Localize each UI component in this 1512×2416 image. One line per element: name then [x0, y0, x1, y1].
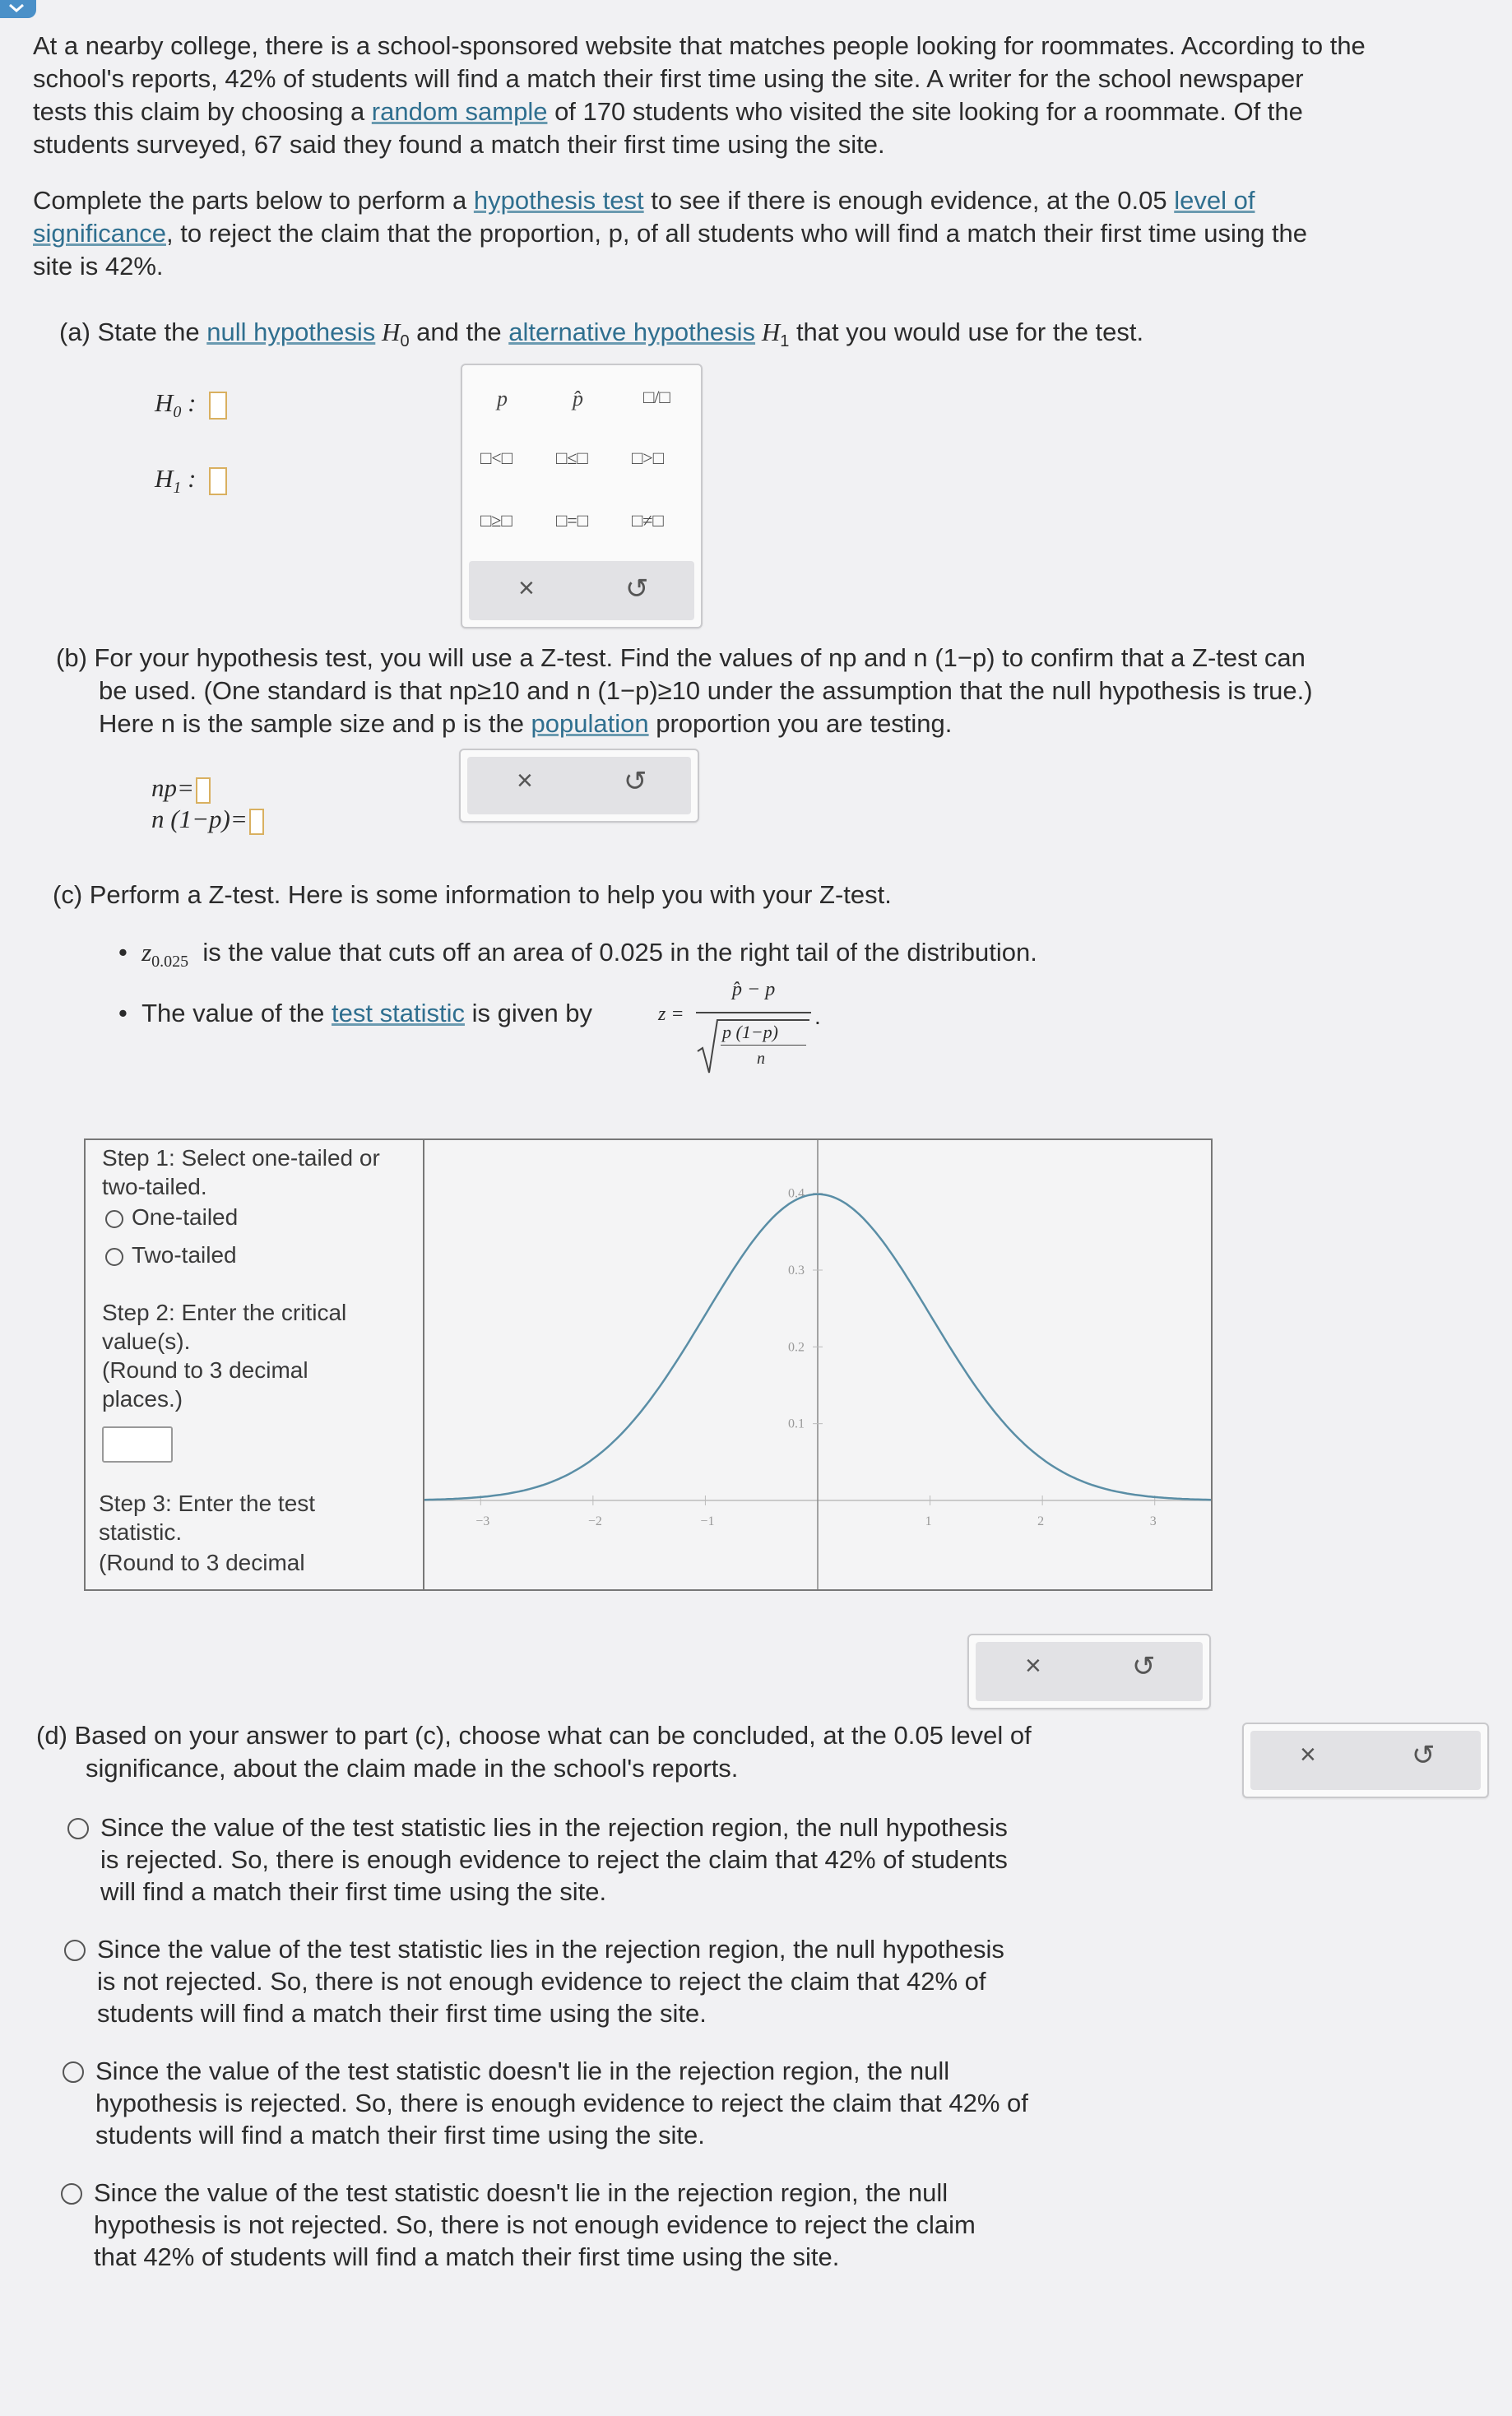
radio-icon[interactable]	[67, 1818, 89, 1839]
intro-line: students surveyed, 67 said they found a match their first time using the site.	[33, 130, 885, 159]
less-than-button[interactable]: □<□	[480, 447, 513, 468]
y-tick-label: 0.1	[788, 1417, 805, 1431]
np-row: np=	[151, 772, 211, 805]
h1-row: $H_1$ :	[155, 462, 227, 504]
intro-line: school's reports, 42% of students will find a match their first time using the site. A writer for the school newspaper	[33, 64, 1304, 93]
x-tick-label: 1	[925, 1514, 932, 1528]
h0-row: $H_0$ :	[155, 387, 227, 429]
level-of-significance-link-2[interactable]: significance	[33, 219, 166, 248]
step3-title: Step 3: Enter the test statistic.	[99, 1491, 316, 1545]
collapse-chevron-icon[interactable]	[0, 0, 36, 18]
n1p-input[interactable]	[249, 809, 264, 835]
steps-panel	[86, 1140, 424, 1589]
part-c-heading: (c) Perform a Z-test. Here is some information to help you with your Z-test.	[53, 880, 892, 909]
symbol-phat-button[interactable]: p̂	[573, 387, 583, 410]
clear-icon[interactable]: ×	[1025, 1650, 1041, 1681]
undo-icon[interactable]: ↺	[1132, 1651, 1156, 1682]
bullet-test-statistic: • The value of the test statistic is given by	[118, 999, 593, 1027]
n1p-row: n (1−p)=	[151, 803, 264, 836]
y-tick-label: 0.2	[788, 1340, 805, 1355]
radio-icon[interactable]	[64, 1940, 86, 1961]
intro-line: At a nearby college, there is a school-sponsored website that matches people looking for roommates. According to the	[33, 31, 1366, 60]
undo-icon[interactable]: ↺	[624, 766, 647, 797]
z-test-tool	[84, 1138, 1213, 1591]
critical-value-input[interactable]	[102, 1426, 173, 1463]
alternative-hypothesis-link[interactable]: alternative hypothesis	[508, 318, 756, 346]
greater-than-button[interactable]: □>□	[632, 447, 664, 468]
not-equal-button[interactable]: □≠□	[632, 510, 664, 531]
step2-title: Step 2: Enter the critical value(s).	[102, 1300, 347, 1354]
y-tick-label: 0.4	[788, 1186, 805, 1201]
h1-input[interactable]	[209, 467, 227, 495]
intro-paragraph	[33, 30, 1505, 161]
radio-icon[interactable]	[105, 1210, 123, 1228]
x-tick-label: −1	[700, 1514, 715, 1528]
null-hypothesis-link[interactable]: null hypothesis	[206, 318, 376, 346]
greater-equal-button[interactable]: □≥□	[480, 510, 513, 531]
step3-note: (Round to 3 decimal	[99, 1550, 305, 1575]
hypothesis-test-link[interactable]: hypothesis test	[473, 186, 644, 215]
undo-icon[interactable]: ↺	[625, 573, 649, 605]
task-paragraph: Complete the parts below to perform a hypothesis test to see if there is enough evidence, at the 0.05 level of significance, to reject the claim that the proportion, p, of all students who will find a match their first time using the site is 42%.	[33, 186, 1308, 281]
part-c-action-panel	[967, 1634, 1211, 1709]
bullet-critical: • $z_{0.025}$ is the value that cuts off an area of 0.025 in the right tail of the distribution.	[118, 938, 1037, 972]
conclusion-option[interactable]: Since the value of the test statistic lies in the rejection region, the null hypothesis is not rejected. So, there is not enough evidence to reject the claim that 42% of students will find a match their first time using the site.	[64, 1933, 1166, 2029]
np-input[interactable]	[196, 777, 211, 804]
clear-icon[interactable]: ×	[518, 573, 535, 604]
conclusion-option[interactable]: Since the value of the test statistic lies in the rejection region, the null hypothesis is rejected. So, there is enough evidence to reject the claim that 42% of students will find a match their first time using the site.	[67, 1811, 1170, 1908]
step1-title: Step 1: Select one-tailed or two-tailed.	[102, 1145, 380, 1199]
fraction-button[interactable]: □/□	[643, 387, 670, 407]
part-b-action-panel	[459, 749, 699, 823]
z-formula: z = p̂ − p p (1−p) n	[658, 979, 856, 1078]
one-tailed-option[interactable]: One-tailed	[105, 1203, 238, 1231]
part-d-action-panel	[1242, 1723, 1489, 1798]
y-tick-label: 0.3	[788, 1264, 805, 1278]
radio-icon[interactable]	[105, 1248, 123, 1266]
h0-input[interactable]	[209, 392, 227, 420]
part-a-prompt: (a) State the null hypothesis $H_0$ and the alternative hypothesis $H_1$ that you would use for the test.	[59, 318, 1144, 351]
two-tailed-option[interactable]: Two-tailed	[105, 1240, 237, 1269]
palette-action-bar	[469, 561, 694, 620]
symbol-palette	[461, 364, 703, 628]
normal-distribution-chart[interactable]	[424, 1140, 1211, 1589]
step2-note: (Round to 3 decimal places.)	[102, 1357, 308, 1412]
conclusion-option[interactable]: Since the value of the test statistic doesn't lie in the rejection region, the null hypothesis is rejected. So, there is enough evidence to reject the claim that 42% of students will find a match their first time using the site.	[63, 2055, 1165, 2151]
radio-icon[interactable]	[61, 2183, 82, 2205]
level-of-significance-link[interactable]: level of	[1174, 186, 1255, 215]
population-link[interactable]: population	[531, 709, 649, 738]
part-b-prompt: (b) For your hypothesis test, you will use a Z-test. Find the values of np and n (1−p) to confirm that a Z-test can be used. (One standard is that np≥10 and n (1−p)≥10 under the assumption that the null hypothesis is true.) Here n is the sample size and p is the population proportion you are testing.	[56, 643, 1313, 738]
x-tick-label: −2	[587, 1514, 602, 1528]
undo-icon[interactable]: ↺	[1412, 1740, 1435, 1771]
random-sample-link[interactable]: random sample	[371, 97, 548, 126]
conclusion-option[interactable]: Since the value of the test statistic doesn't lie in the rejection region, the null hypothesis is not rejected. So, there is not enough evidence to reject the claim that 42% of students will find a match their first time using the site.	[61, 2177, 1163, 2273]
x-tick-label: 3	[1149, 1514, 1157, 1528]
intro-line: tests this claim by choosing a random sample of 170 students who visited the site looking for a roommate. Of the	[33, 97, 1303, 126]
symbol-p-button[interactable]: p	[497, 387, 508, 410]
part-d-prompt: (d) Based on your answer to part (c), choose what can be concluded, at the 0.05 level of significance, about the claim made in the school's reports.	[36, 1721, 1032, 1783]
radio-icon[interactable]	[63, 2061, 84, 2083]
test-statistic-link[interactable]: test statistic	[332, 999, 465, 1027]
x-tick-label: 2	[1037, 1514, 1045, 1528]
less-equal-button[interactable]: □≤□	[556, 447, 588, 468]
clear-icon[interactable]: ×	[1300, 1739, 1316, 1770]
equals-button[interactable]: □=□	[556, 510, 588, 531]
x-tick-label: −3	[475, 1514, 490, 1528]
clear-icon[interactable]: ×	[517, 765, 533, 796]
